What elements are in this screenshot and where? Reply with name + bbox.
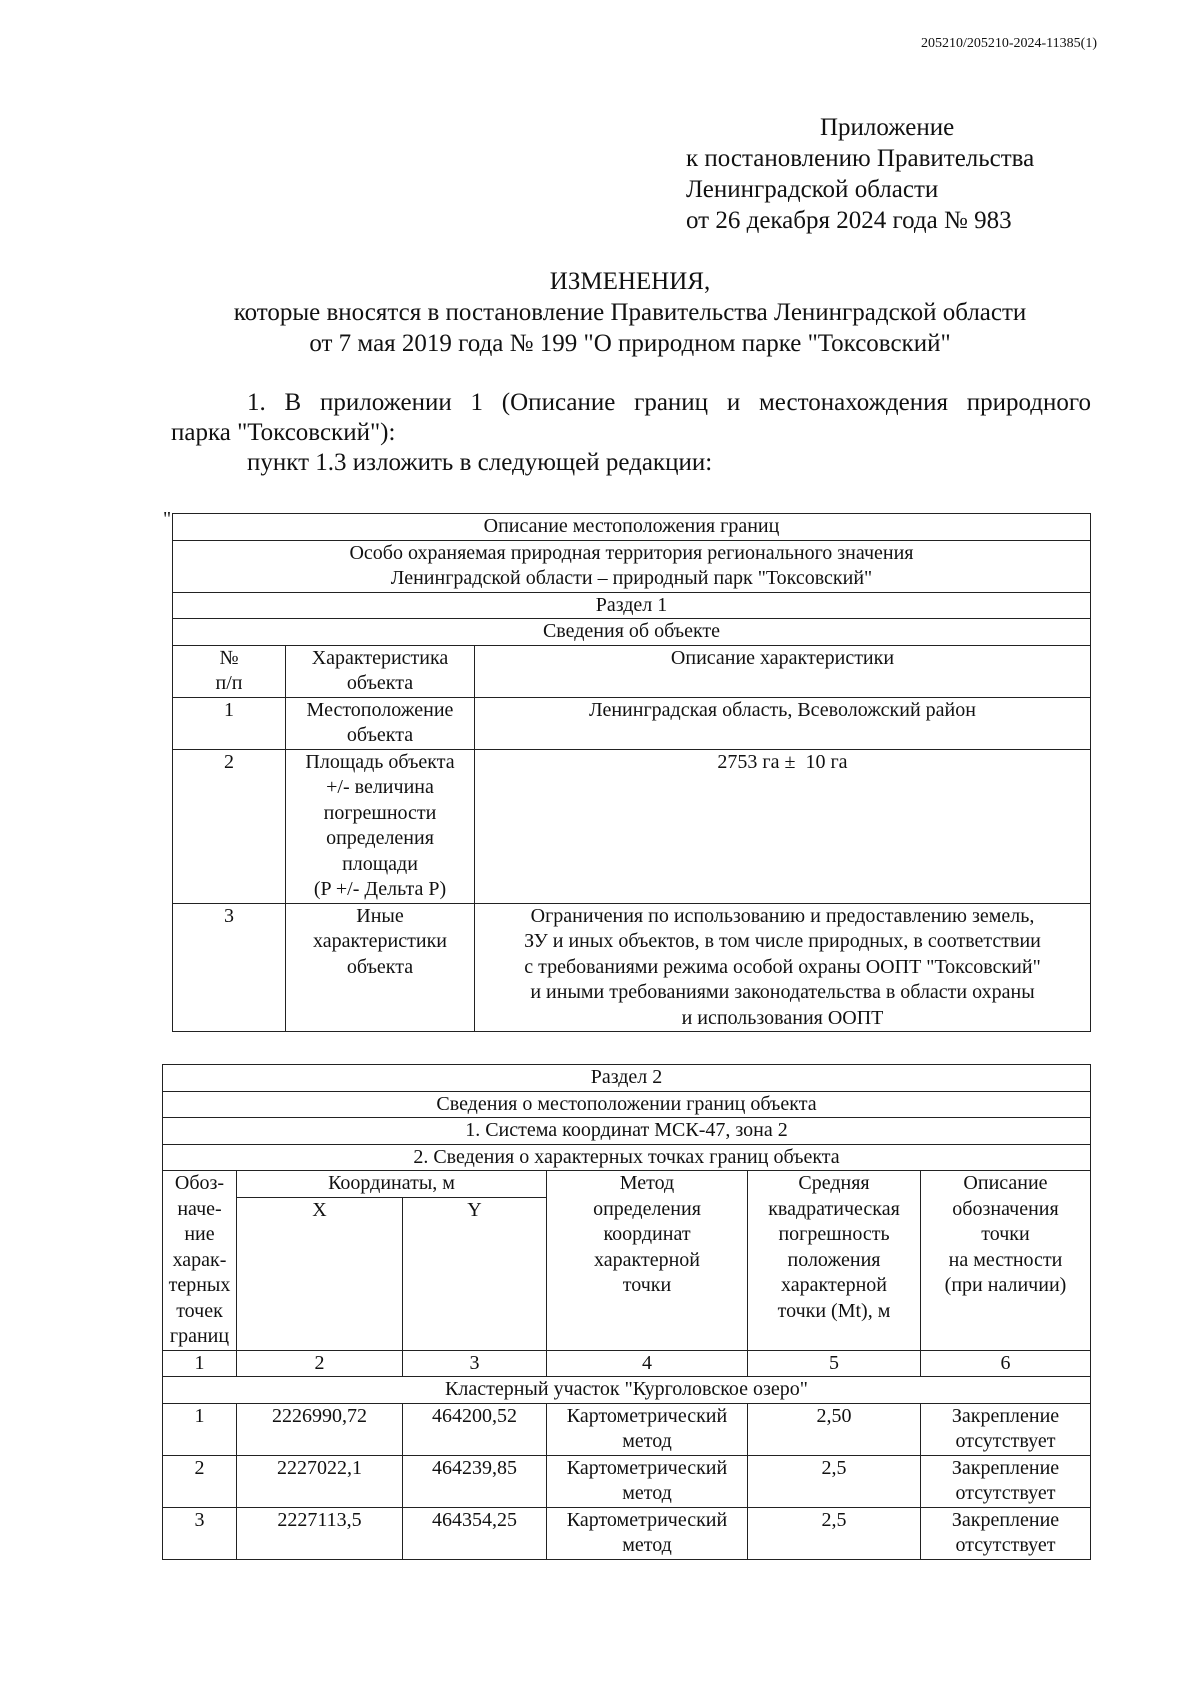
- table-row: [163, 1455, 1091, 1507]
- heading-title: ИЗМЕНЕНИЯ,: [549, 268, 711, 295]
- header-line: п/п: [215, 672, 243, 694]
- point-number: 3: [163, 1507, 237, 1559]
- cell-line: с требованиями режима особой охраны ООПТ "Токсовский": [524, 955, 1041, 978]
- table-row: [173, 697, 1091, 749]
- header-y: Y: [403, 1197, 547, 1350]
- header-line: точек: [176, 1299, 223, 1322]
- table-row: [173, 903, 1091, 1032]
- row-description: 2753 га ± 10 га: [475, 749, 1091, 903]
- cell-line: отсутствует: [955, 1534, 1056, 1556]
- object-info-table: [172, 513, 1091, 1032]
- header-line: наче-: [177, 1197, 222, 1220]
- table-subtitle: [173, 540, 1091, 592]
- header-line: Характеристика: [311, 646, 449, 669]
- header-line: (при наличии): [944, 1274, 1067, 1296]
- header-line: точки: [622, 1274, 672, 1296]
- cell-line: объекта: [346, 724, 414, 746]
- cell-line: Закрепление: [951, 1456, 1060, 1479]
- row-characteristic: [286, 697, 475, 749]
- header-line: №: [219, 646, 239, 669]
- subtitle-line: Особо охраняемая природная территория регионального значения: [349, 541, 914, 564]
- subtitle-line: Ленинградской области – природный парк "Токсовский": [390, 567, 873, 589]
- appendix-block: [686, 112, 1034, 236]
- cell-line: Закрепление: [951, 1404, 1060, 1427]
- point-number: 2: [163, 1455, 237, 1507]
- cell-line: определения: [326, 827, 434, 849]
- points-title: 2. Сведения о характерных точках границ объекта: [163, 1144, 1091, 1171]
- header-line: терных: [168, 1274, 231, 1296]
- cell-line: и иными требованиями законодательства в области охраны: [530, 981, 1035, 1003]
- point-y: 464200,52: [403, 1403, 547, 1455]
- row-characteristic: [286, 903, 475, 1032]
- header-line: координат: [603, 1223, 691, 1245]
- cell-line: метод: [622, 1482, 672, 1504]
- point-description: [921, 1507, 1091, 1559]
- row-number: 3: [173, 903, 286, 1032]
- cell-line: площади: [342, 852, 418, 875]
- header-cell: [286, 645, 475, 697]
- row-description: [475, 903, 1091, 1032]
- header-line: Метод: [619, 1172, 675, 1194]
- document-heading: [0, 266, 1200, 359]
- cell-line: Закрепление: [951, 1508, 1060, 1531]
- header-line: Обоз-: [174, 1172, 225, 1194]
- header-line: положения: [787, 1248, 881, 1271]
- point-method: [547, 1455, 748, 1507]
- point-y: 464354,25: [403, 1507, 547, 1559]
- cell-line: характеристики: [312, 930, 447, 952]
- appendix-line: Ленинградской области: [686, 176, 939, 203]
- header-error: [748, 1171, 921, 1351]
- header-line: Описание: [963, 1172, 1048, 1194]
- paragraph-line: 1. В приложении 1 (Описание границ и местонахождения природного: [247, 389, 1091, 416]
- opening-quote: ": [163, 508, 172, 530]
- point-error: 2,5: [748, 1507, 921, 1559]
- header-line: точки (Mt), м: [777, 1299, 891, 1322]
- paragraph-line: пункт 1.3 изложить в следующей редакции:: [247, 449, 713, 476]
- column-number: 5: [748, 1350, 921, 1377]
- row-characteristic: [286, 749, 475, 903]
- header-line: границ: [169, 1325, 230, 1347]
- cell-line: отсутствует: [955, 1482, 1056, 1504]
- document-number: 205210/205210-2024-11385(1): [920, 36, 1097, 51]
- section-title: Сведения о местоположении границ объекта: [163, 1091, 1091, 1118]
- point-description: [921, 1455, 1091, 1507]
- coordinate-system: 1. Система координат МСК-47, зона 2: [163, 1118, 1091, 1145]
- header-line: харак-: [172, 1248, 227, 1271]
- point-method: [547, 1403, 748, 1455]
- heading-line: которые вносятся в постановление Правительства Ленинградской области: [233, 299, 1027, 326]
- paragraph-1: [171, 388, 1091, 478]
- cell-line: отсутствует: [955, 1430, 1056, 1452]
- paragraph-line: парка "Токсовский"):: [171, 419, 396, 446]
- header-coordinates: Координаты, м: [237, 1171, 547, 1198]
- cell-line: объекта: [346, 955, 414, 978]
- column-number: 2: [237, 1350, 403, 1377]
- header-line: квадратическая: [768, 1197, 900, 1220]
- heading-line: от 7 мая 2019 года № 199 "О природном парке "Токсовский": [309, 330, 951, 357]
- cell-line: Картометрический: [566, 1456, 728, 1479]
- header-line: точки: [981, 1223, 1030, 1245]
- table-row: [173, 749, 1091, 903]
- cell-line: метод: [622, 1534, 672, 1556]
- point-x: 2227113,5: [237, 1507, 403, 1559]
- header-line: Средняя: [798, 1172, 870, 1194]
- cell-line: Площадь объекта: [305, 750, 455, 773]
- header-line: объекта: [346, 672, 414, 694]
- header-method: [547, 1171, 748, 1351]
- cell-line: (P +/- Дельта P): [313, 878, 447, 900]
- column-number: 3: [403, 1350, 547, 1377]
- cluster-title: Кластерный участок "Курголовское озеро": [163, 1377, 1091, 1404]
- header-cell: [173, 645, 286, 697]
- header-line: ние: [184, 1223, 215, 1245]
- header-line: характерной: [781, 1274, 887, 1296]
- section-title: Сведения об объекте: [173, 619, 1091, 646]
- column-number: 1: [163, 1350, 237, 1377]
- header-line: определения: [593, 1197, 701, 1220]
- point-method: [547, 1507, 748, 1559]
- point-x: 2227022,1: [237, 1455, 403, 1507]
- cell-line: и использования ООПТ: [681, 1006, 884, 1029]
- header-line: характерной: [594, 1248, 700, 1271]
- header-line: погрешность: [778, 1223, 890, 1245]
- section-label: Раздел 2: [163, 1065, 1091, 1092]
- cell-line: +/- величина: [326, 776, 434, 798]
- row-number: 2: [173, 749, 286, 903]
- header-line: обозначения: [952, 1197, 1059, 1220]
- point-x: 2226990,72: [237, 1403, 403, 1455]
- table-header-row: [173, 645, 1091, 697]
- cell-line: Иные: [356, 904, 404, 927]
- point-error: 2,5: [748, 1455, 921, 1507]
- cell-line: метод: [622, 1430, 672, 1452]
- point-error: 2,50: [748, 1403, 921, 1455]
- appendix-line: к постановлению Правительства: [686, 145, 1035, 172]
- table-title: Описание местоположения границ: [173, 514, 1091, 541]
- table-row: [163, 1403, 1091, 1455]
- column-number: 6: [921, 1350, 1091, 1377]
- boundary-points-table: [162, 1064, 1091, 1560]
- row-number: 1: [173, 697, 286, 749]
- point-y: 464239,85: [403, 1455, 547, 1507]
- cell-line: Ограничения по использованию и предоставлению земель,: [530, 904, 1035, 927]
- cell-line: Местоположение: [306, 698, 454, 721]
- header-designation: [163, 1171, 237, 1351]
- appendix-line: от 26 декабря 2024 года № 983: [686, 207, 1012, 234]
- column-number: 4: [547, 1350, 748, 1377]
- row-description: Ленинградская область, Всеволожский район: [475, 697, 1091, 749]
- point-number: 1: [163, 1403, 237, 1455]
- cell-line: ЗУ и иных объектов, в том числе природных, в соответствии: [524, 930, 1041, 952]
- point-description: [921, 1403, 1091, 1455]
- cell-line: погрешности: [323, 801, 437, 824]
- cell-line: Картометрический: [566, 1404, 728, 1427]
- header-x: X: [237, 1197, 403, 1350]
- header-description: [921, 1171, 1091, 1351]
- appendix-title: Приложение: [820, 114, 955, 141]
- header-cell: Описание характеристики: [475, 645, 1091, 697]
- cell-line: Картометрический: [566, 1508, 728, 1531]
- section-label: Раздел 1: [173, 592, 1091, 619]
- table-header-row: [163, 1171, 1091, 1198]
- table-row: [163, 1507, 1091, 1559]
- column-number-row: [163, 1350, 1091, 1377]
- header-line: на местности: [948, 1248, 1063, 1271]
